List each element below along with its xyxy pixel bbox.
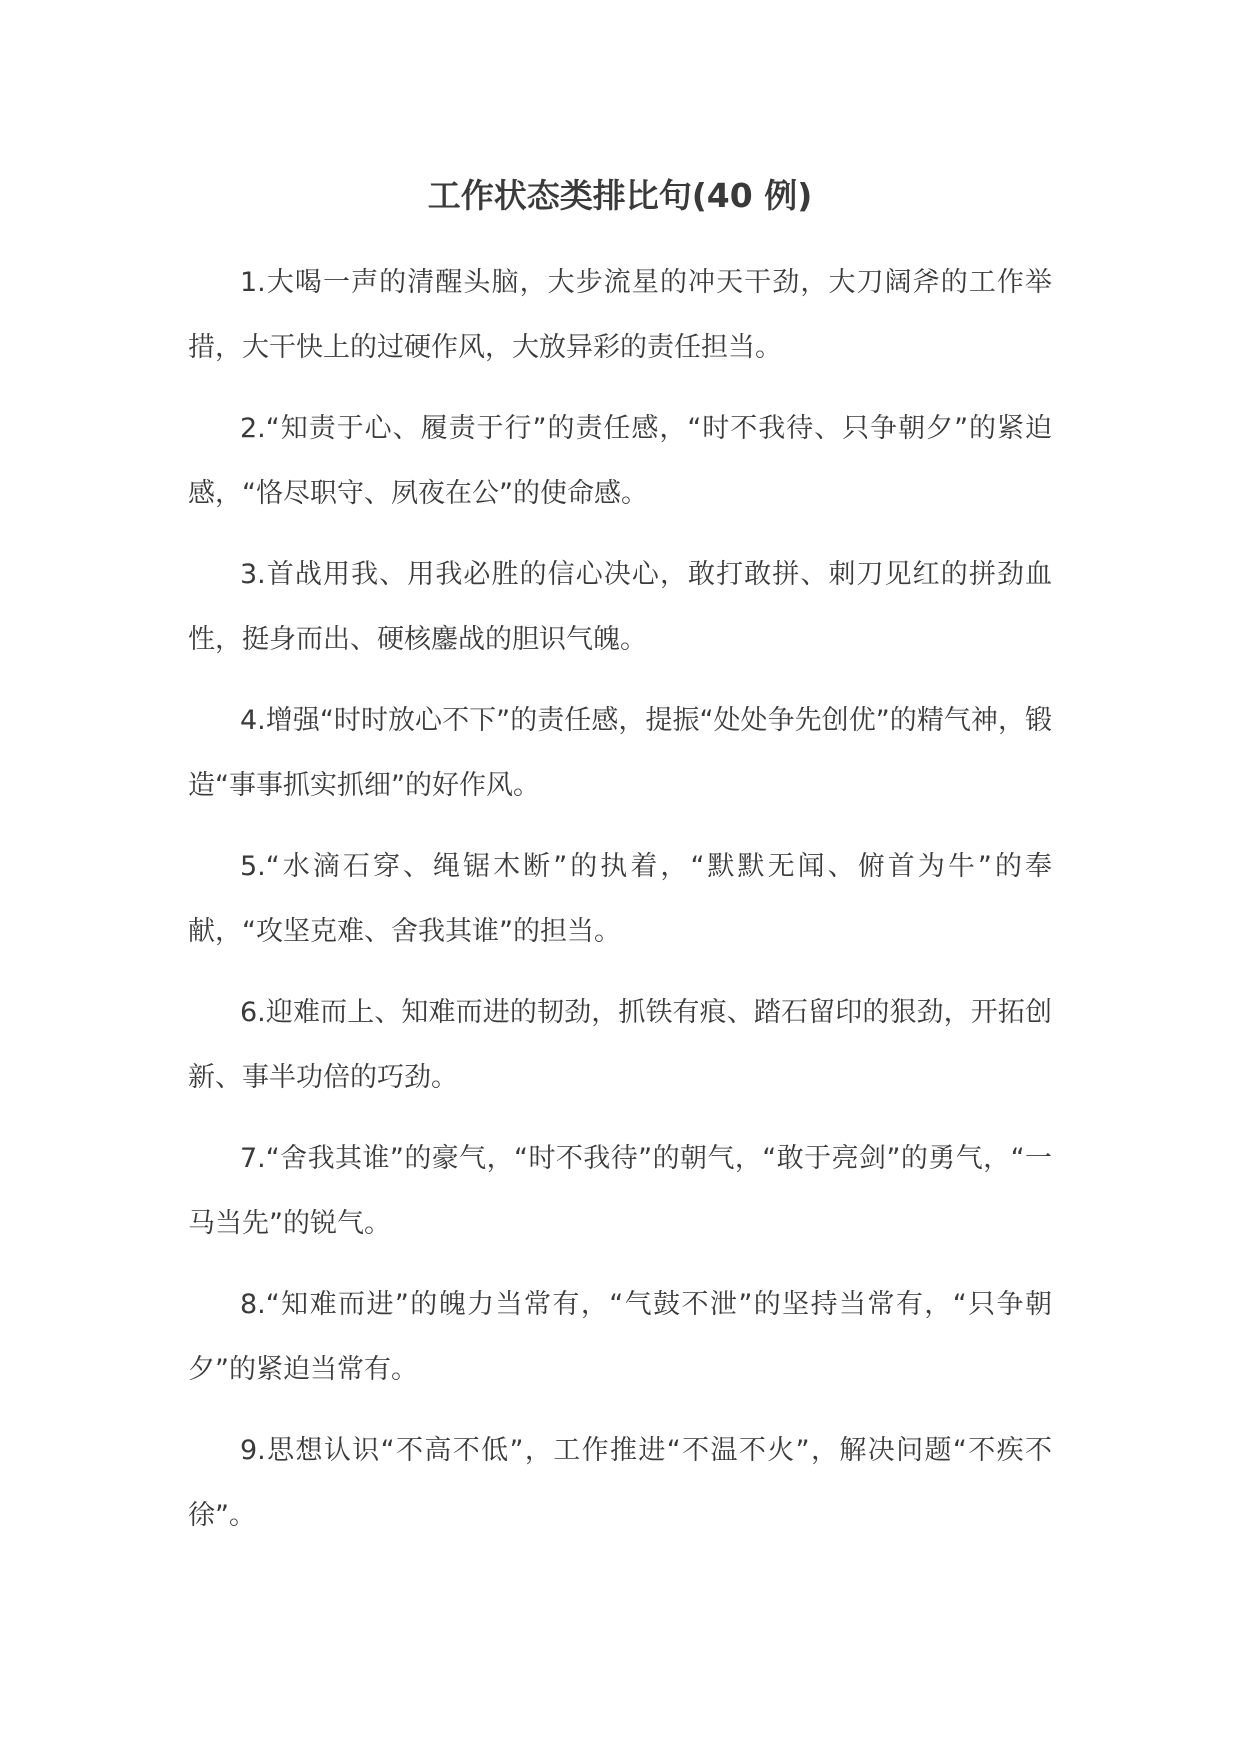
list-item xyxy=(188,250,1052,380)
sentence-list xyxy=(188,250,1052,1564)
list-item xyxy=(188,1418,1052,1548)
list-item xyxy=(188,688,1052,818)
item-text: 增强“时时放心不下”的责任感，提振“处处争先创优”的精气神，锻造“事事抓实抓细”的好作风。 xyxy=(188,705,1052,801)
item-text: “知难而进”的魄力当常有，“气鼓不泄”的坚持当常有，“只争朝夕”的紧迫当常有。 xyxy=(188,1289,1052,1385)
item-number: 8. xyxy=(240,1289,266,1320)
item-number: 2. xyxy=(240,413,266,444)
item-number: 1. xyxy=(240,267,266,298)
item-number: 9. xyxy=(240,1435,266,1466)
list-item xyxy=(188,1272,1052,1402)
document-title: 工作状态类排比句(40 例) xyxy=(427,176,813,215)
list-item xyxy=(188,542,1052,672)
item-text: 大喝一声的清醒头脑，大步流星的冲天干劲，大刀阔斧的工作举措，大干快上的过硬作风，大放异彩的责任担当。 xyxy=(188,267,1052,363)
item-number: 3. xyxy=(240,559,266,590)
item-text: “知责于心、履责于行”的责任感，“时不我待、只争朝夕”的紧迫感，“恪尽职守、夙夜在公”的使命感。 xyxy=(188,413,1052,509)
item-text: “水滴石穿、绳锯木断”的执着，“默默无闻、俯首为牛”的奉献，“攻坚克难、舍我其谁”的担当。 xyxy=(188,851,1052,947)
list-item xyxy=(188,980,1052,1110)
item-text: 迎难而上、知难而进的韧劲，抓铁有痕、踏石留印的狠劲，开拓创新、事半功倍的巧劲。 xyxy=(188,997,1052,1093)
item-text: 首战用我、用我必胜的信心决心，敢打敢拼、刺刀见红的拼劲血性，挺身而出、硬核鏖战的胆识气魄。 xyxy=(188,559,1052,655)
item-number: 4. xyxy=(240,705,266,736)
list-item xyxy=(188,1126,1052,1256)
list-item xyxy=(188,834,1052,964)
item-number: 5. xyxy=(240,851,266,882)
item-number: 6. xyxy=(240,997,266,1028)
item-number: 7. xyxy=(240,1143,266,1174)
item-text: 思想认识“不高不低”，工作推进“不温不火”，解决问题“不疾不徐”。 xyxy=(188,1435,1052,1531)
list-item xyxy=(188,396,1052,526)
item-text: “舍我其谁”的豪气，“时不我待”的朝气，“敢于亮剑”的勇气，“一马当先”的锐气。 xyxy=(188,1143,1052,1239)
